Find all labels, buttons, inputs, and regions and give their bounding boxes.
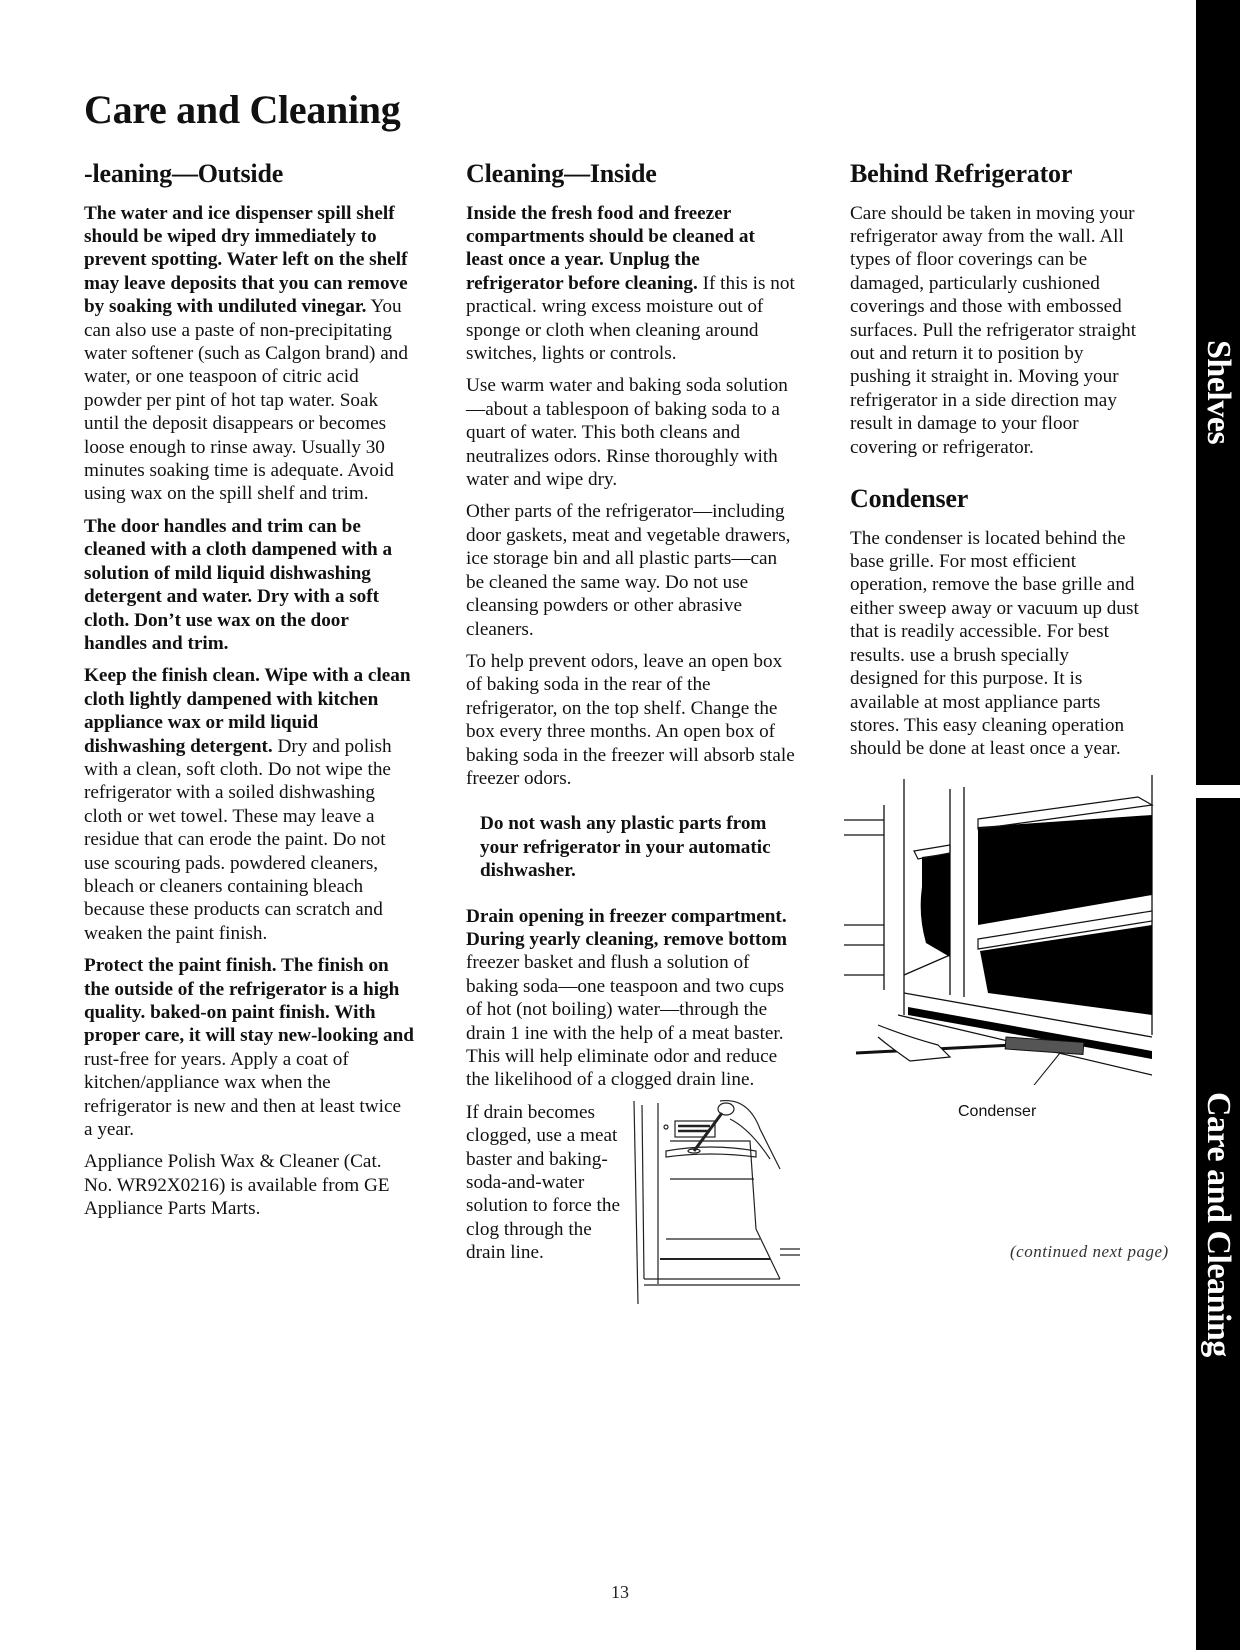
paragraph-inside-compartments <box>466 202 796 366</box>
heading-condenser: Condenser <box>850 484 969 514</box>
heading-behind-refrigerator: Behind Refrigerator <box>850 159 1073 188</box>
warning-dishwasher-text: Do not wash any plastic parts from your refrigerator in your automatic dishwasher. <box>480 813 771 882</box>
protect-paint-text: rust-free for years. Apply a coat of kitchen/appliance wax when the refrigerator is new and then at least twice a year. <box>84 1048 401 1141</box>
paragraph-protect-paint <box>84 954 414 1141</box>
condenser-figure-label: Condenser <box>958 1102 1037 1120</box>
fig-upper-basket <box>978 815 1152 925</box>
paragraph-polish-wax: Appliance Polish Wax & Cleaner (Cat. No. WR92X0216) is available from GE Appliance Parts Marts. <box>84 1151 390 1220</box>
heading-cleaning-outside: -leaning—Outside <box>84 159 284 188</box>
paragraph-drain-clogged: If drain becomes clogged, use a meat baster and baking-soda-and-water solution to force the clog through the drain line. <box>466 1101 620 1264</box>
column-cleaning-inside <box>466 160 796 1304</box>
page-title: Care and Cleaning <box>84 87 401 132</box>
spill-shelf-bold: The water and ice dispenser spill shelf should be wiped dry immediately to prevent spotting. Water left on the shelf may leave deposits that you can remove by soaking with undiluted vinegar. <box>84 202 408 318</box>
protect-paint-bold: Protect the paint finish. The finish on the outside of the refrigerator is a high quality. baked-on paint finish. With proper care, it will stay new-looking and <box>84 955 414 1047</box>
finish-clean-bold: Keep the finish clean. Wipe with a clean cloth lightly dampened with kitchen appliance wax or mild liquid dishwashing detergent. <box>84 665 411 757</box>
column-cleaning-outside <box>84 160 414 1230</box>
drain-clog-section <box>466 1101 796 1304</box>
paragraph-door-handles <box>84 515 414 655</box>
fig-baster-bulb <box>718 1103 734 1115</box>
paragraph-baking-soda-solution: Use warm water and baking soda solution—about a tablespoon of baking soda to a quart of water. This both cleans and neutralizes odors. Rinse thoroughly with water and wipe dry. <box>466 375 788 491</box>
spill-shelf-text: You can also use a paste of non-precipitating water softener (such as Calgon brand) and water, or one teaspoon of citric acid powder per pint of hot tap water. Soak until the deposit disappears or becomes loose enough to rinse away. Usually 30 minutes soaking time is adequate. Avoid using wax on the spill shelf and trim. <box>84 296 408 505</box>
paragraph-other-parts: Other parts of the refrigerator—including door gaskets, meat and vegetable drawers, ice storage bin and all plastic parts—can be cleaned the same way. Do not use cleansing powders or other abrasive cleaners. <box>466 501 791 640</box>
paragraph-drain-opening <box>466 905 796 1092</box>
fig-door-edge <box>634 1101 638 1304</box>
side-tab-shelves[interactable] <box>1196 0 1240 785</box>
paragraph-behind-refrigerator: Care should be taken in moving your refrigerator away from the wall. All types of floor coverings can be damaged, particularly cushioned coverings and those with embossed surfaces. Pull the refrigerator straight out and return it to position by pushing it straight in. Moving your refrigerator in a side direction may result in damage to your floor covering or refrigerator. <box>850 202 1137 458</box>
column-behind-condenser <box>850 159 1140 1120</box>
fig-left-bin <box>921 853 950 957</box>
finish-clean-text: Dry and polish with a clean, soft cloth. Do not wipe the refrigerator with a soiled dishwashing cloth or wet towel. These may leave a residue that can erode the paint. Do not use scouring pads. powdered cleaners, bleach or cleaners containing bleach because these products can scratch and weaken the paint finish. <box>84 735 392 944</box>
meat-baster-illustration <box>630 1099 800 1304</box>
door-handles-bold: The door handles and trim can be cleaned with a cloth dampened with a solution of mild liquid dishwashing detergent and water. Dry with a soft cloth. Don’t use wax on the door handles and trim. <box>84 515 393 654</box>
inside-compartments-bold: Inside the fresh food and freezer compartments should be cleaned at least once a year. Unplug the refrigerator before cleaning. <box>466 202 755 294</box>
paragraph-condenser: The condenser is located behind the base grille. For most efficient operation, remove the base grille and either sweep away or vacuum up dust that is readily accessible. For best results. use a brush specially designed for this purpose. It is available at most appliance parts stores. This easy cleaning operation should be done at least once a year. <box>850 527 1139 760</box>
paragraph-keep-finish-clean <box>84 664 414 945</box>
inside-compartments-text: If this is not practical. wring excess moisture out of sponge or cloth when cleaning around switches, lights or controls. <box>466 272 795 365</box>
page-number: 13 <box>611 1582 629 1602</box>
side-tab-shelves-label: Shelves <box>1200 340 1237 445</box>
paragraph-prevent-odors: To help prevent odors, leave an open box of baking soda in the rear of the refrigerator, on the top shelf. Change the box every three months. An open box of baking soda in the freezer will absorb stale freezer odors. <box>466 650 795 789</box>
side-tab-care-and-cleaning[interactable] <box>1196 798 1240 1650</box>
condenser-drawing <box>838 775 1158 1085</box>
continued-next-page: (continued next page) <box>1010 1242 1169 1261</box>
fig-label-leader <box>1018 1053 1060 1085</box>
side-tab-care-label: Care and Cleaning <box>1200 1091 1237 1357</box>
warning-dishwasher <box>466 812 796 882</box>
paragraph-spill-shelf <box>84 202 414 506</box>
condenser-illustration <box>838 775 1158 1120</box>
drain-opening-bold: Drain opening in freezer compartment. During yearly cleaning, remove bottom <box>466 905 787 950</box>
drain-opening-text: freezer basket and flush a solution of baking soda—one teaspoon and two cups of hot (not boiling) water—through the drain 1 ine with the help of a meat baster. This will help eliminate odor and reduce the likelihood of a clogged drain line. <box>466 952 785 1091</box>
fig-hand <box>878 1025 950 1061</box>
heading-cleaning-inside: Cleaning—Inside <box>466 159 657 188</box>
